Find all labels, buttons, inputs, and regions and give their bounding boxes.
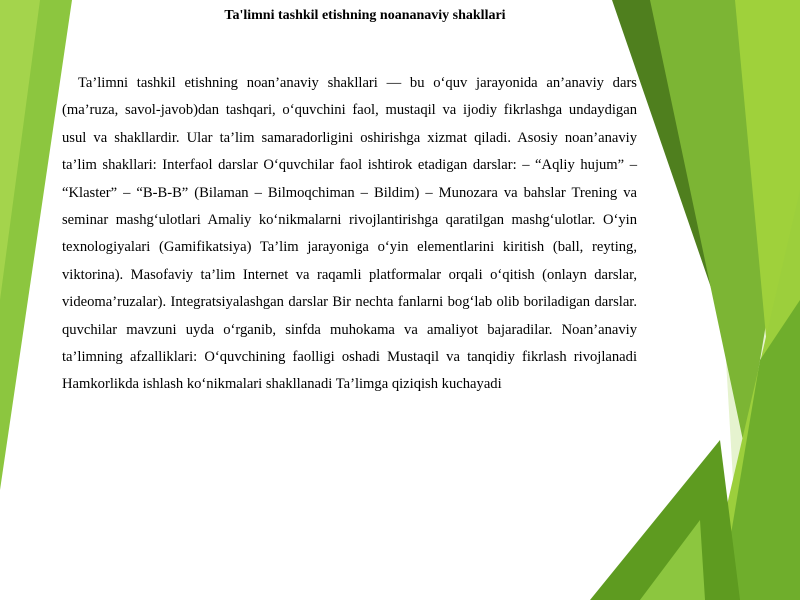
- slide-body-text: Ta’limni tashkil etishning noan’anaviy shakllari — bu o‘quv jarayonida an’anaviy dars (ma’ruza, savol-javob)dan tashqari, o‘quvchini faol, mustaqil va ijodiy fikrlashga undaydigan usul va shakllardir. Ular ta’lim samaradorligini oshirishga xizmat qiladi. Asosiy noan’anaviy ta’lim shakllari: Interfaol darslar O‘quvchilar faol ishtirok etadigan darslar: – “Aqliy hujum” – “Klaster” – “B-B-B” (Bilaman – Bilmoqchiman – Bildim) – Munozara va bahslar Trening va seminar mashg‘ulotlari Amaliy ko‘nikmalarni rivojlantirishga qaratilgan mashg‘ulotlar. O‘yin texnologiyalari (Gamifikatsiya) Ta’lim jarayoniga o‘yin elementlarini kiritish (ball, reyting, viktorina). Masofaviy ta’lim Internet va raqamli platformalar orqali o‘qitish (onlayn darslar, videoma’ruzalar). Integratsiyalashgan darslar Bir nechta fanlarni bog‘lab olib boriladigan darslar. quvchilar mavzuni uyda o‘rganib, sinfda muhokama va amaliyot bajaradilar. Noan’anaviy ta’limning afzalliklari: O‘quvchining faolligi oshadi Mustaqil va tanqidiy fikrlash rivojlanadi Hamkorlikda ishlash ko‘nikmalari shakllanadi Ta’limga qiziqish kuchayadi: [62, 75, 637, 393]
- slide-title: Ta'limni tashkil etishning noananaviy shakllari: [224, 8, 506, 23]
